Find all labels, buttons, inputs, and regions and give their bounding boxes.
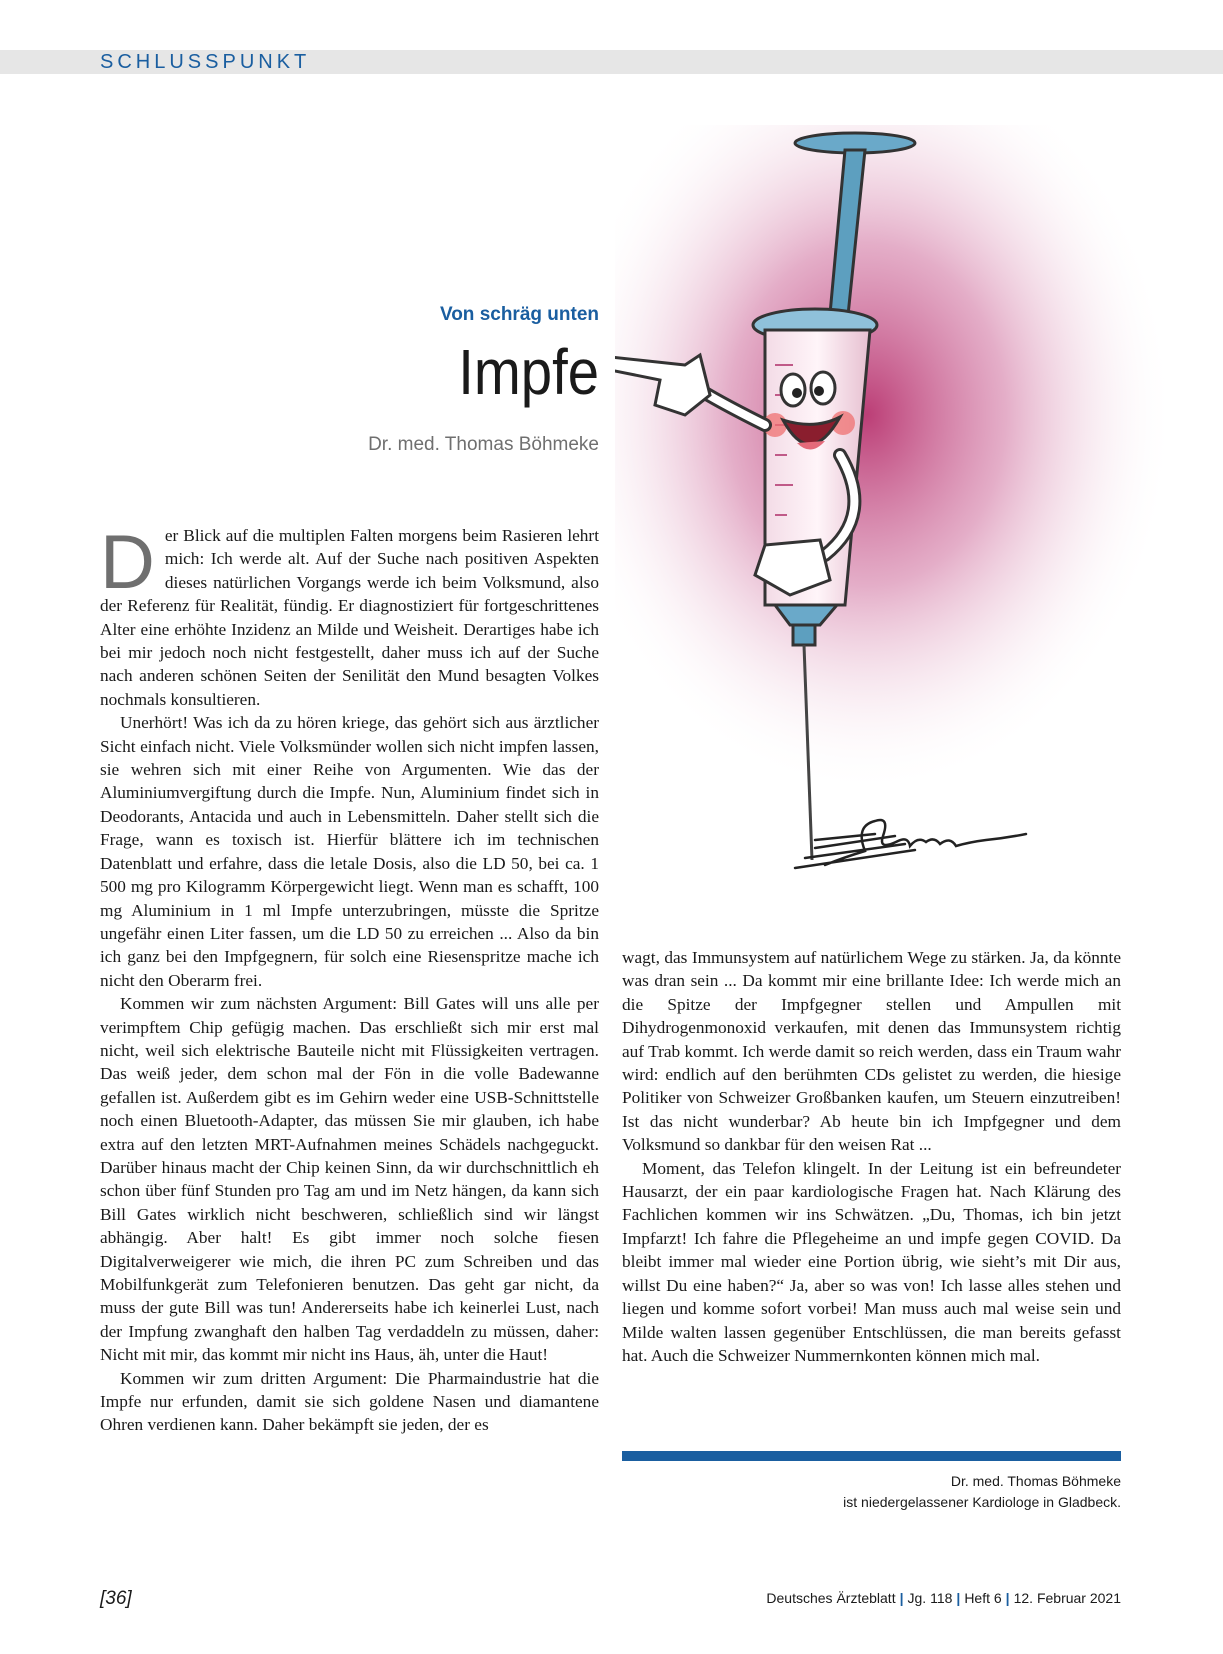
bio-divider <box>622 1451 1121 1461</box>
author-bio <box>843 1471 1121 1513</box>
paragraph: er Blick auf die multiplen Falten morgens beim Rasieren lehrt mich: Ich werde alt. Auf der Suche nach positiven Aspekten dieses natürlichen Vorgangs werde ich beim Volksmund, also der Referenz für Realität, fündig. Er diagnostiziert für fortgeschrittenes Alter eine erhöhte Inzidenz an Milde und Weisheit. Derartiges habe ich bei mir jedoch noch nicht festgestellt, daher muss ich auf der Suche nach anderen schönen Seiten der Senilität den Mund besagten Volkes nochmals konsultieren. <box>100 526 599 709</box>
paragraph: Kommen wir zum dritten Argument: Die Pharmaindustrie hat die Impfe nur erfunden, damit sie sich goldene Nasen und diamantene Ohren verdienen kann. Daher bekämpft sie jeden, der es <box>100 1368 599 1435</box>
footer-separator: | <box>1005 1590 1010 1606</box>
syringe-cartoon-icon <box>615 125 1175 915</box>
paragraph: Kommen wir zum nächsten Argument: Bill Gates will uns alle per verimpftem Chip gefügig machen. Das erschließt sich mir erst mal nicht, weil sich elektrische Bauteile nicht mit Flüssigkeiten vertragen. Das weiß jeder, dem schon mal der Fön in die volle Badewanne gefallen ist. Außerdem gibt es im Gehirn weder eine USB-Schnittstelle noch einen Bluetooth-Adapter, das müssen Sie mir glauben, ich habe extra auf den letzten MRT-Aufnahmen meines Schädels nachgeguckt. Darüber hinaus macht der Chip keinen Sinn, da wir durchschnittlich eh schon über fünf Stunden pro Tag am und im Netz hängen, da kann sich Bill Gates wirklich nicht beschweren, schließlich sind wir längst abhängig. Aber halt! Es gibt immer noch solche fiesen Digitalverweigerer wie mich, die ihren PC zum Schreiben und das Mobilfunkgerät zum Telefonieren benutzen. Das geht gar nicht, da muss der gute Bill was tun! Andererseits habe ich keinerlei Lust, nach der Impfung zwanghaft den halben Tag verdaddeln zu müssen, daher: Nicht mit mir, das kommt mir nicht ins Haus, äh, unter die Haut! <box>100 994 599 1365</box>
journal-date: 12. Februar 2021 <box>1013 1590 1121 1606</box>
page-number: [36] <box>100 1588 132 1609</box>
journal-name: Deutsches Ärzteblatt <box>766 1590 896 1606</box>
drop-cap: D <box>100 520 155 605</box>
footer-separator: | <box>956 1590 961 1606</box>
article-column-right <box>622 946 1121 1367</box>
journal-volume: Jg. 118 <box>907 1590 953 1606</box>
section-label: SCHLUSSPUNKT <box>100 51 311 73</box>
article-title: Impfe <box>458 336 599 408</box>
journal-issue: Heft 6 <box>964 1590 1002 1606</box>
footer-separator: | <box>899 1590 904 1606</box>
article-kicker: Von schräg unten <box>439 304 599 325</box>
paragraph: wagt, das Immunsystem auf natürlichem Wege zu stärken. Ja, da könnte was dran sein ... Da kommt mir eine brillante Idee: Ich werde mich an die Spitze der Impfgegner stellen und Ampullen mit Dihydrogenmonoxid verkaufen, mit denen das Immunsystem richtig auf Trab kommt. Ich werde damit so reich werden, dass ein Traum wahr wird: endlich auf den berühmten CDs gelistet zu werden, die hiesige Politiker von Schweizer Großbanken kaufen, um Steuern einzutreiben! Ist das nicht wunderbar? Ab heute bin ich Impfgegner und dem Volksmund so dankbar für den weisen Rat ... <box>622 948 1121 1155</box>
paragraph: Moment, das Telefon klingelt. In der Leitung ist ein befreundeter Hausarzt, der ein paar kardiologische Fragen hat. Nach Klärung des Fachlichen kommen wir ins Schwätzen. „Du, Thomas, ich bin jetzt Impfarzt! Ich fahre die Pflegeheime an und impfe gegen COVID. Da bleibt immer mal wieder eine Portion übrig, wie sieht’s mit Dir aus, willst Du eine haben?“ Ja, aber so was von! Ich lasse alles stehen und liegen und komme sofort vorbei! Man muss auch mal weise sein und Milde walten lassen gegenüber Entschlüssen, die man bereits gefasst hat. Auch die Schweizer Nummernkonten können mich mal. <box>622 1158 1121 1365</box>
paragraph: Unerhört! Was ich da zu hören kriege, das gehört sich aus ärztlicher Sicht einfach nicht. Viele Volksmünder wollen sich nicht impfen lassen, sie wehren sich mit einer Reihe von Argumenten. Wie das der Aluminiumvergiftung durch die Impfe. Nun, Aluminium findet sich in Deodorants, Antacida und auch in Lebensmitteln. Daher stellt sich die Frage, wann es toxisch ist. Hierfür blättere ich im technischen Datenblatt und erfahre, dass die letale Dosis, also die LD 50, bei ca. 1 500 mg pro Kilogramm Körpergewicht liegt. Wenn man es schafft, 100 mg Aluminium in 1 ml Impfe unterzubringen, müsste die Spritze ungefähr einen Liter fassen, um die LD 50 zu erreichen ... Also da bin ich ganz bei den Impfgegnern, für solch eine Riesenspritze mache ich nicht den Oberarm frei. <box>100 713 599 990</box>
article-column-left <box>100 520 599 1437</box>
journal-footer <box>766 1590 1121 1606</box>
article-author: Dr. med. Thomas Böhmeke <box>368 434 599 455</box>
bio-text: ist niedergelassener Kardiologe in Gladbeck. <box>843 1494 1121 1510</box>
bio-name: Dr. med. Thomas Böhmeke <box>950 1473 1121 1489</box>
